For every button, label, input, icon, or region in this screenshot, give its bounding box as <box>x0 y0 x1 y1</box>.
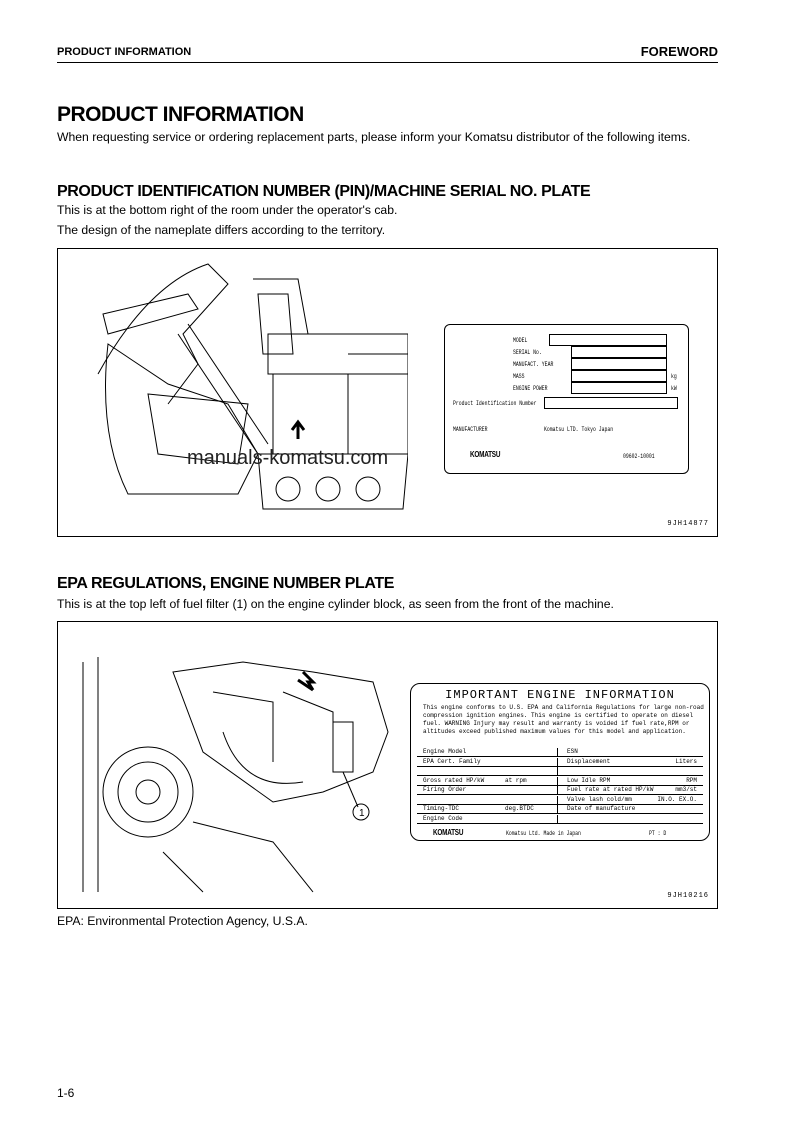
engine-plate-cell: deg.BTDC <box>505 805 534 812</box>
engine-plate-cell: Displacement <box>567 757 611 765</box>
engine-plate-cell: at rpm <box>505 776 527 784</box>
engine-plate-cell: mm3/st <box>675 786 697 793</box>
plate-label-power: ENGINE POWER <box>513 385 548 392</box>
engine-plate-cell: Engine Code <box>423 814 463 822</box>
engine-plate-row <box>417 796 703 805</box>
engine-plate-cell: RPM <box>686 776 697 784</box>
engine-plate-cell: Liters <box>675 757 697 765</box>
column-divider <box>557 786 558 795</box>
plate-label-manufacturer: MANUFACTURER <box>453 426 488 433</box>
engine-illustration <box>73 652 393 897</box>
callout-1: 1 <box>359 808 365 819</box>
engine-plate-cell: Valve lash cold/mm <box>567 795 632 803</box>
engine-plate-row <box>417 805 703 814</box>
plate-label-pin: Product Identification Number <box>453 400 537 407</box>
engine-plate-row <box>417 758 703 767</box>
plate-unit-kw: kW <box>671 385 677 392</box>
section-heading-epa: EPA REGULATIONS, ENGINE NUMBER PLATE <box>57 575 395 592</box>
plate-label-mass: MASS <box>513 373 525 380</box>
column-divider <box>557 767 558 776</box>
plate-part-number: 09602-10001 <box>623 453 655 460</box>
header-divider <box>57 62 718 63</box>
engine-plate-cell: EPA Cert. Family <box>423 757 481 765</box>
column-divider <box>557 805 558 814</box>
page-number: 1-6 <box>57 1086 75 1100</box>
engine-plate-row <box>417 786 703 795</box>
figure-engine-plate <box>57 621 718 909</box>
engine-plate-row <box>417 815 703 824</box>
engine-plate-cell: Gross rated HP/kW <box>423 776 485 784</box>
engine-plate-cell: Firing Order <box>423 786 467 793</box>
plate-unit-kg: kg <box>671 373 677 380</box>
column-divider <box>557 815 558 824</box>
engine-plate-cell: ESN <box>567 748 578 755</box>
header-chapter: FOREWORD <box>640 44 718 59</box>
plate-label-model: MODEL <box>513 337 528 344</box>
komatsu-logo: KOMATSU <box>433 828 464 837</box>
column-divider <box>557 748 558 757</box>
column-divider <box>557 777 558 786</box>
plate-field-mass <box>571 370 667 382</box>
plate-field-year <box>571 358 667 370</box>
intro-text: When requesting service or ordering replacement parts, please inform your Komatsu distributor of the following items. <box>57 130 691 144</box>
page-title: PRODUCT INFORMATION <box>57 103 304 126</box>
engine-plate-cell: Low Idle RPM <box>567 776 611 784</box>
engine-plate-row <box>417 767 703 776</box>
epa-footnote: EPA: Environmental Protection Agency, U.S.A. <box>57 914 308 928</box>
section-heading-pin: PRODUCT IDENTIFICATION NUMBER (PIN)/MACHINE SERIAL NO. PLATE <box>57 183 591 200</box>
epa-location-text: This is at the top left of fuel filter (1) on the engine cylinder block, as seen from the front of the machine. <box>57 597 614 611</box>
watermark: manuals-komatsu.com <box>187 447 389 469</box>
header-section-title: PRODUCT INFORMATION <box>57 46 192 58</box>
engine-plate-cell: Date of manufacture <box>567 805 636 812</box>
engine-plate-maker: Komatsu Ltd. Made in Japan <box>506 830 581 837</box>
engine-plate-row <box>417 748 703 757</box>
engine-plate-cell: IN.O. EX.O. <box>657 795 697 803</box>
plate-field-power <box>571 382 667 394</box>
plate-field-serial <box>571 346 667 358</box>
engine-plate-cell: Timing-TDC <box>423 805 460 812</box>
pin-location-text: This is at the bottom right of the room under the operator's cab. <box>57 203 398 217</box>
engine-plate-statement: This engine conforms to U.S. EPA and California Regulations for large non-road compression ignition engines. This engine is certified to operate on diesel fuel. WARNING Injury may result and warranty is voided if fuel rate,RPM or altitudes exceed published maximum values for this model and application. <box>423 704 704 735</box>
plate-field-pin <box>544 397 678 409</box>
plate-label-year: MANUFACT. YEAR <box>513 361 554 368</box>
figure-serial-plate <box>57 248 718 537</box>
plate-field-model <box>549 334 667 346</box>
machine-serial-plate <box>444 324 689 474</box>
engine-plate-title: IMPORTANT ENGINE INFORMATION <box>445 688 675 702</box>
column-divider <box>557 758 558 767</box>
figure-code: 9JH14877 <box>667 520 709 528</box>
figure-code: 9JH10216 <box>667 892 709 900</box>
komatsu-logo: KOMATSU <box>470 450 501 459</box>
plate-manufacturer: Komatsu LTD. Tokyo Japan <box>544 426 614 433</box>
engine-plate-cell: Fuel rate at rated HP/kW <box>567 786 654 793</box>
plate-label-serial: SERIAL No. <box>513 349 542 356</box>
column-divider <box>557 796 558 805</box>
engine-plate-cell: Engine Model <box>423 748 467 755</box>
engine-plate-row <box>417 777 703 786</box>
engine-plate-pt: PT : D <box>649 830 667 837</box>
machine-illustration <box>88 254 408 529</box>
engine-info-plate <box>410 683 710 841</box>
pin-design-text: The design of the nameplate differs according to the territory. <box>57 223 386 237</box>
